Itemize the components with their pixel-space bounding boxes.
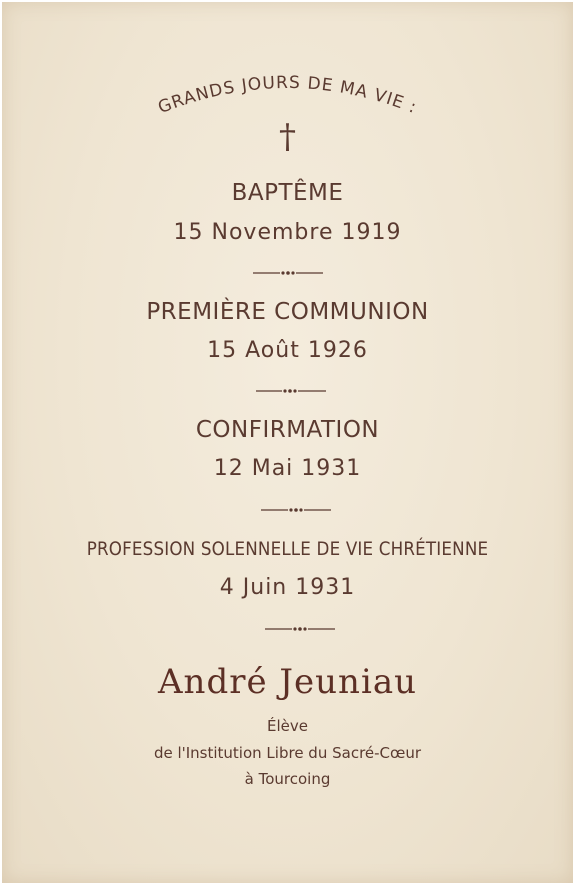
person-name: André Jeuniau — [158, 662, 417, 702]
svg-text:GRANDS JOURS DE MA VIE : — [155, 73, 419, 118]
event-title-baptism: BAPTÊME — [231, 180, 344, 206]
ornament-divider — [0, 506, 575, 514]
institution-label: de l'Institution Libre du Sacré-Cœur — [153, 744, 422, 762]
ornament-divider — [0, 269, 575, 277]
city-label: à Tourcoing — [244, 770, 331, 788]
event-date-profession: 4 Juin 1931 — [219, 575, 356, 600]
event-title-confirmation: CONFIRMATION — [195, 417, 380, 443]
header-arc-text: GRANDS JOURS DE MA VIE : — [155, 72, 420, 119]
ornament-divider — [0, 625, 575, 633]
event-title-first-communion: PREMIÈRE COMMUNION — [146, 299, 429, 325]
event-date-first-communion: 15 Août 1926 — [207, 338, 368, 363]
cross-icon: † — [279, 117, 296, 157]
event-title-profession: PROFESSION SOLENNELLE DE VIE CHRÉTIENNE — [86, 538, 489, 560]
ornament-divider — [0, 387, 575, 395]
event-date-confirmation: 12 Mai 1931 — [213, 456, 362, 481]
event-date-baptism: 15 Novembre 1919 — [173, 220, 402, 245]
role-label: Élève — [267, 717, 308, 735]
